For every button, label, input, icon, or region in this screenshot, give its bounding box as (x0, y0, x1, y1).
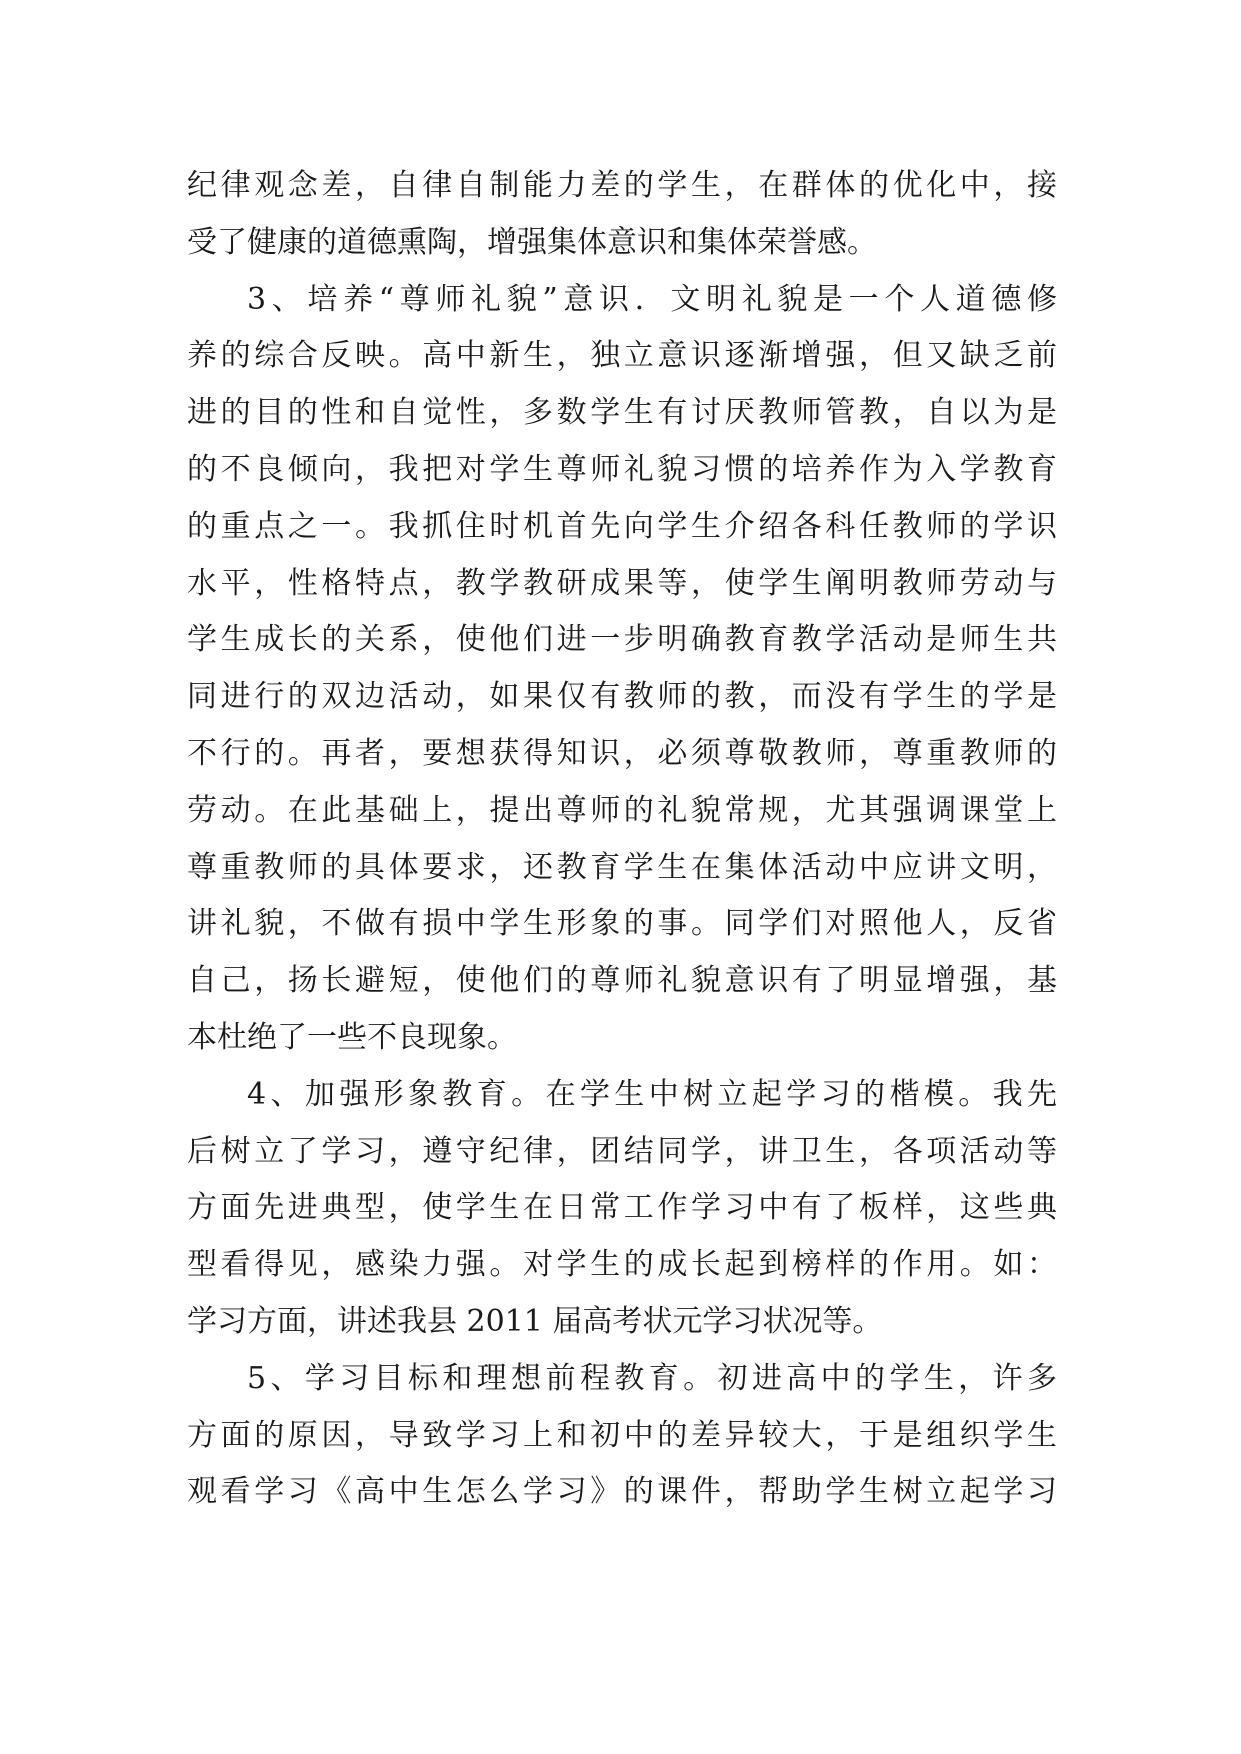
text-line: 的不良倾向，我把对学生尊师礼貌习惯的培养作为入学教育 (187, 451, 1057, 487)
text-line: 进的目的性和自觉性，多数学生有讨厌教师管教，自以为是 (187, 395, 1057, 431)
text-line: 纪律观念差，自律自制能力差的学生，在群体的优化中，接 (187, 168, 1057, 203)
text-line: 5、学习目标和理想前程教育。初进高中的学生，许多 (247, 1360, 1057, 1396)
text-line: 观看学习《高中生怎么学习》的课件，帮助学生树立起学习 (187, 1474, 1057, 1510)
text-line: 后树立了学习，遵守纪律，团结同学，讲卫生，各项活动等 (187, 1133, 1057, 1169)
text-line: 学生成长的关系，使他们进一步明确教育教学活动是师生共 (187, 622, 1057, 658)
text-line: 的重点之一。我抓住时机首先向学生介绍各科任教师的学识 (187, 508, 1057, 544)
text-line: 尊重教师的具体要求，还教育学生在集体活动中应讲文明， (187, 849, 1057, 885)
text-line: 自己，扬长避短，使他们的尊师礼貌意识有了明显增强，基 (187, 963, 1057, 999)
text-line: 学习方面，讲述我县 2011 届高考状元学习状况等。 (187, 1303, 883, 1339)
text-line: 本杜绝了一些不良现象。 (187, 1019, 517, 1055)
text-line: 型看得见，感染力强。对学生的成长起到榜样的作用。如： (187, 1247, 1057, 1283)
text-line: 水平，性格特点，教学教研成果等，使学生阐明教师劳动与 (187, 565, 1057, 601)
text-line: 3、培养“尊师礼貌”意识．文明礼貌是一个人道德修 (247, 281, 1057, 317)
text-line: 受了健康的道德熏陶，增强集体意识和集体荣誉感。 (187, 224, 877, 260)
body-text (187, 158, 1057, 1521)
text-line: 劳动。在此基础上，提出尊师的礼貌常规，尤其强调课堂上 (187, 792, 1057, 828)
text-line: 4、加强形象教育。在学生中树立起学习的楷模。我先 (247, 1076, 1057, 1112)
text-line: 同进行的双边活动，如果仅有教师的教，而没有学生的学是 (187, 679, 1057, 715)
text-line: 讲礼貌，不做有损中学生形象的事。同学们对照他人，反省 (187, 906, 1057, 942)
text-line: 养的综合反映。高中新生，独立意识逐渐增强，但又缺乏前 (187, 338, 1057, 374)
text-line: 方面的原因，导致学习上和初中的差异较大，于是组织学生 (187, 1417, 1057, 1453)
text-line: 不行的。再者，要想获得知识，必须尊敬教师，尊重教师的 (187, 735, 1057, 771)
text-line: 方面先进典型，使学生在日常工作学习中有了板样，这些典 (187, 1190, 1057, 1226)
